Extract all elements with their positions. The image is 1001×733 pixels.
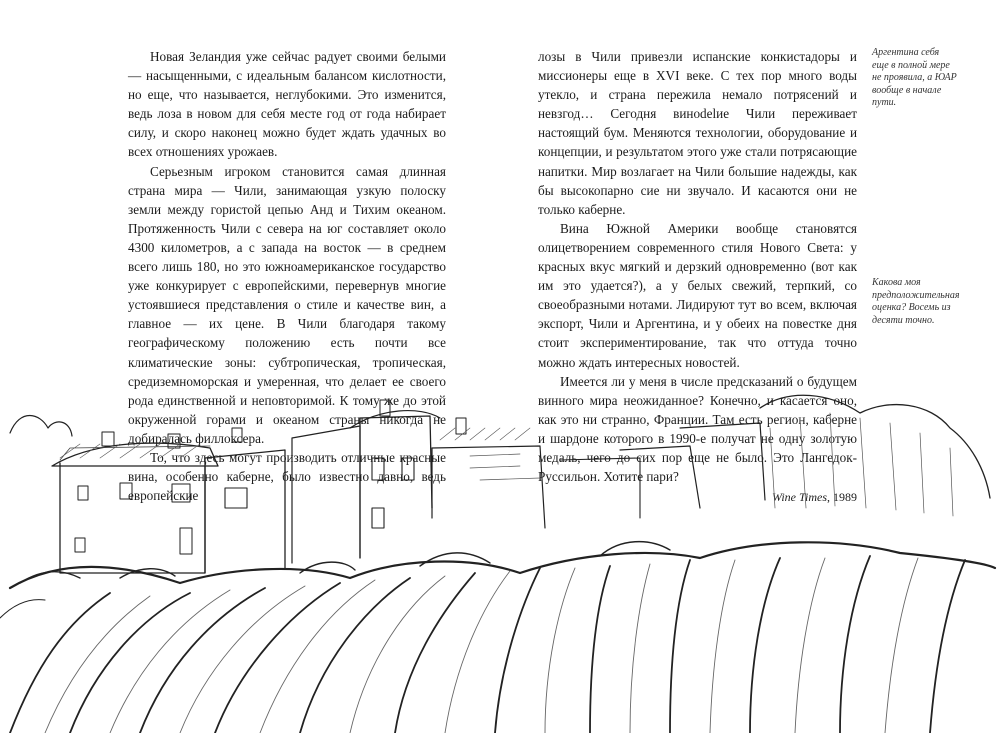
paragraph: Имеется ли у меня в числе предсказаний о будущем винного мира неожиданное? Конечно, и касается оно, как это ни странно, Франции. Там есть регион, каберне и шардоне которого в 1990-е получат не одну золотую медаль, чего до сих пор еще не было. Это Лангедок-Руссильон. Хотите пари? — [538, 373, 857, 485]
paragraph: Серьезным игроком становится самая длинная страна мира — Чили, занимающая узкую полоску земли между гористой цепью Анд и Тихим океаном. Протяженность Чили с севера на юг составляет около 4300 километров, а с запада на восток — в среднем всего лишь 180, но это южноамериканское государство уже конкурирует с европейскими, перевернув многие устоявшиеся представления о стиле и качестве вин, а главное — их цене. В Чили благодаря такому географическому положению есть почти все климатические зоны: субтропическая, тропическая, средиземноморская и умеренная, что делает ее своего рода единственной и неповторимой. К тому же до этой окруженной горами и океаном страны никогда не добиралась филлоксера. — [128, 163, 446, 446]
vineyard-illustration — [0, 388, 1001, 733]
paragraph: То, что здесь могут производить отличные красные вина, особенно каберне, было известно давно, ведь европейские — [128, 449, 446, 504]
paragraph-continuation: лозы в Чили привезли испанские конкистадоры и миссионеры еще в XVI веке. С тех пор много воды утекло, и страна пережила немало потрясений и невзгод… Сегодня винodelие Чили переживает настоящий бум. Меняются технологии, оборудование и концепции, и результатом этого уже стали потрясающие напитки. Мир возлагает на Чили большие надежды, как бы высокопарно сие ни звучало. И касаются они не только каберне. — [538, 49, 857, 217]
signature-year: , 1989 — [827, 490, 857, 505]
paragraph: Новая Зеландия уже сейчас радует своими белыми — насыщенными, с идеальным балансом кислотности, но еще, что называется, неглубокими. Это изменится, ведь лоза в новом для себя месте год от года набирает силу, и скоро наконец можно будет ждать удачных во всех отношениях урожаев. — [128, 49, 446, 160]
signature-source: Wine Times — [771, 490, 827, 505]
margin-note: Аргентина себя еще в полной мере не проявила, а ЮАР вообще в начале пути. — [872, 47, 957, 109]
margin-note: Какова моя предположительная оценка? Восемь из десяти точно. — [872, 277, 960, 326]
paragraph: Вина Южной Америки вообще становятся олицетворением современного стиля Нового Света: у красных вкус мягкий и дерзкий одновременно (вот как им это удается?), а у белых свежий, терпкий, со своеобразными нотами. Лидируют тут во всем, включая экспорт, Чили и Аргентина, и у обеих на повестке дня стоит экспериментирование, так что оттуда точно можно ждать интересных новостей. — [538, 220, 857, 370]
